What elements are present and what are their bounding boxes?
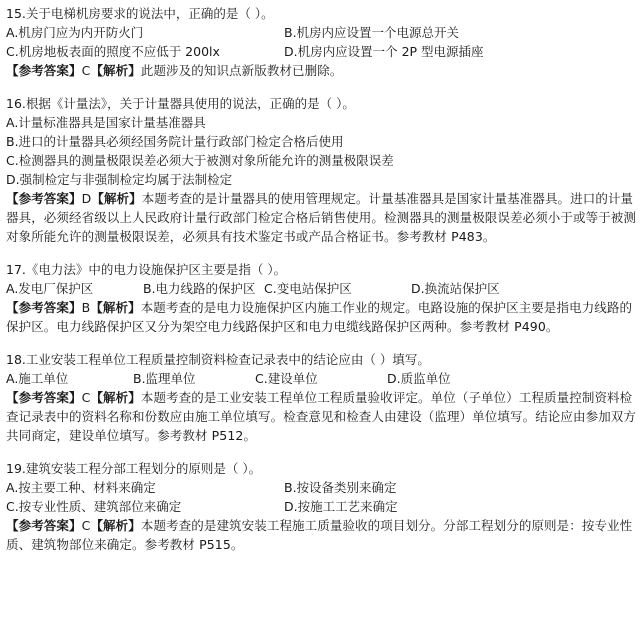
answer-label: 【参考答案】	[6, 518, 82, 533]
answer-option: A.计量标准器具是国家计量基准器具	[6, 115, 206, 130]
options-group	[6, 478, 636, 516]
answer-option: B.进口的计量器具必须经国务院计量行政部门检定合格后使用	[6, 134, 344, 149]
answer-value: D	[81, 191, 92, 206]
answer-explanation	[6, 298, 636, 336]
answer-option: D.强制检定与非强制检定均属于法制检定	[6, 172, 233, 187]
answer-explanation	[6, 516, 636, 554]
explanation-text: 本题考查的是电力设施保护区内施工作业的规定。电路设施的保护区主要是指电力线路的保护区。电力线路保护区又分为架空电力线路保护区和电力电缆线路保护区两种。参考教材 P490。	[6, 300, 633, 334]
question-block	[6, 350, 636, 445]
answer-option: C.检测器具的测量极限误差必须大于被测对象所能允许的测量极限误差	[6, 153, 394, 168]
answer-value: B	[81, 300, 91, 315]
question-stem: 17.《电力法》中的电力设施保护区主要是指（ ）。	[6, 262, 287, 277]
answer-value: C	[81, 390, 91, 405]
explanation-text: 本题考查的是建筑安装工程施工质量验收的项目划分。分部工程划分的原则是：按专业性质、建筑物部位来确定。参考教材 P515。	[6, 518, 633, 552]
question-stem: 15.关于电梯机房要求的说法中，正确的是（ ）。	[6, 6, 274, 21]
answer-label: 【参考答案】	[6, 63, 82, 78]
explanation-label: 【解析】	[90, 300, 141, 315]
question-stem: 18.工业安装工程单位工程质量控制资料检查记录表中的结论应由（ ）填写。	[6, 352, 430, 367]
explanation-label: 【解析】	[91, 191, 142, 206]
answer-option: B.监理单位	[133, 371, 196, 386]
answer-option: C.建设单位	[255, 371, 318, 386]
explanation-label: 【解析】	[90, 390, 141, 405]
answer-option: C.按专业性质、建筑部位来确定	[6, 499, 182, 514]
question-block	[6, 260, 636, 336]
explanation-label: 【解析】	[90, 63, 141, 78]
answer-option: A.发电厂保护区	[6, 281, 94, 296]
answer-option: D.换流站保护区	[411, 281, 500, 296]
answer-option: C.机房地板表面的照度不应低于 200lx	[6, 44, 220, 59]
answer-value: C	[81, 518, 91, 533]
answer-option: B.机房内应设置一个电源总开关	[284, 25, 460, 40]
answer-option: B.按设备类别来确定	[284, 480, 397, 495]
answer-label: 【参考答案】	[6, 191, 82, 206]
question-stem: 19.建筑安装工程分部工程划分的原则是（ ）。	[6, 461, 262, 476]
options-group	[6, 113, 636, 189]
answer-explanation	[6, 61, 636, 80]
answer-explanation	[6, 189, 636, 246]
explanation-text: 本题考查的是工业安装工程单位工程质量验收评定。单位（子单位）工程质量控制资料检查记录表中的资料名称和份数应由施工单位填写。检查意见和检查人由建设（监理）单位填写。结论应由参加双方共同商定，建设单位填写。参考教材 P512。	[6, 390, 637, 443]
answer-option: B.电力线路的保护区	[143, 281, 256, 296]
question-block	[6, 459, 636, 554]
answer-option: D.按施工工艺来确定	[284, 499, 398, 514]
explanation-text: 此题涉及的知识点新版教材已删除。	[140, 63, 343, 78]
options-group	[6, 23, 636, 61]
answer-option: C.变电站保护区	[264, 281, 352, 296]
explanation-text: 本题考查的是计量器具的使用管理规定。计量基准器具是国家计量基准器具。进口的计量器具，必须经省级以上人民政府计量行政部门检定合格后销售使用。检测器具的测量极限误差必须小于或等于被测对象所能允许的测量极限误差，必须具有技术鉴定书或产品合格证书。参考教材 P483。	[6, 191, 637, 244]
answer-option: A.按主要工种、材料来确定	[6, 480, 156, 495]
answer-label: 【参考答案】	[6, 300, 82, 315]
answer-label: 【参考答案】	[6, 390, 82, 405]
answer-option: D.机房内应设置一个 2P 型电源插座	[284, 44, 484, 59]
answer-option: D.质监单位	[387, 371, 451, 386]
answer-value: C	[81, 63, 91, 78]
question-stem: 16.根据《计量法》，关于计量器具使用的说法，正确的是（ ）。	[6, 96, 355, 111]
options-group	[6, 279, 636, 298]
question-block	[6, 94, 636, 246]
answer-option: A.施工单位	[6, 371, 69, 386]
question-block	[6, 4, 636, 80]
answer-option: A.机房门应为内开防火门	[6, 25, 144, 40]
question-list	[6, 4, 636, 554]
answer-explanation	[6, 388, 636, 445]
options-group	[6, 369, 636, 388]
explanation-label: 【解析】	[90, 518, 141, 533]
